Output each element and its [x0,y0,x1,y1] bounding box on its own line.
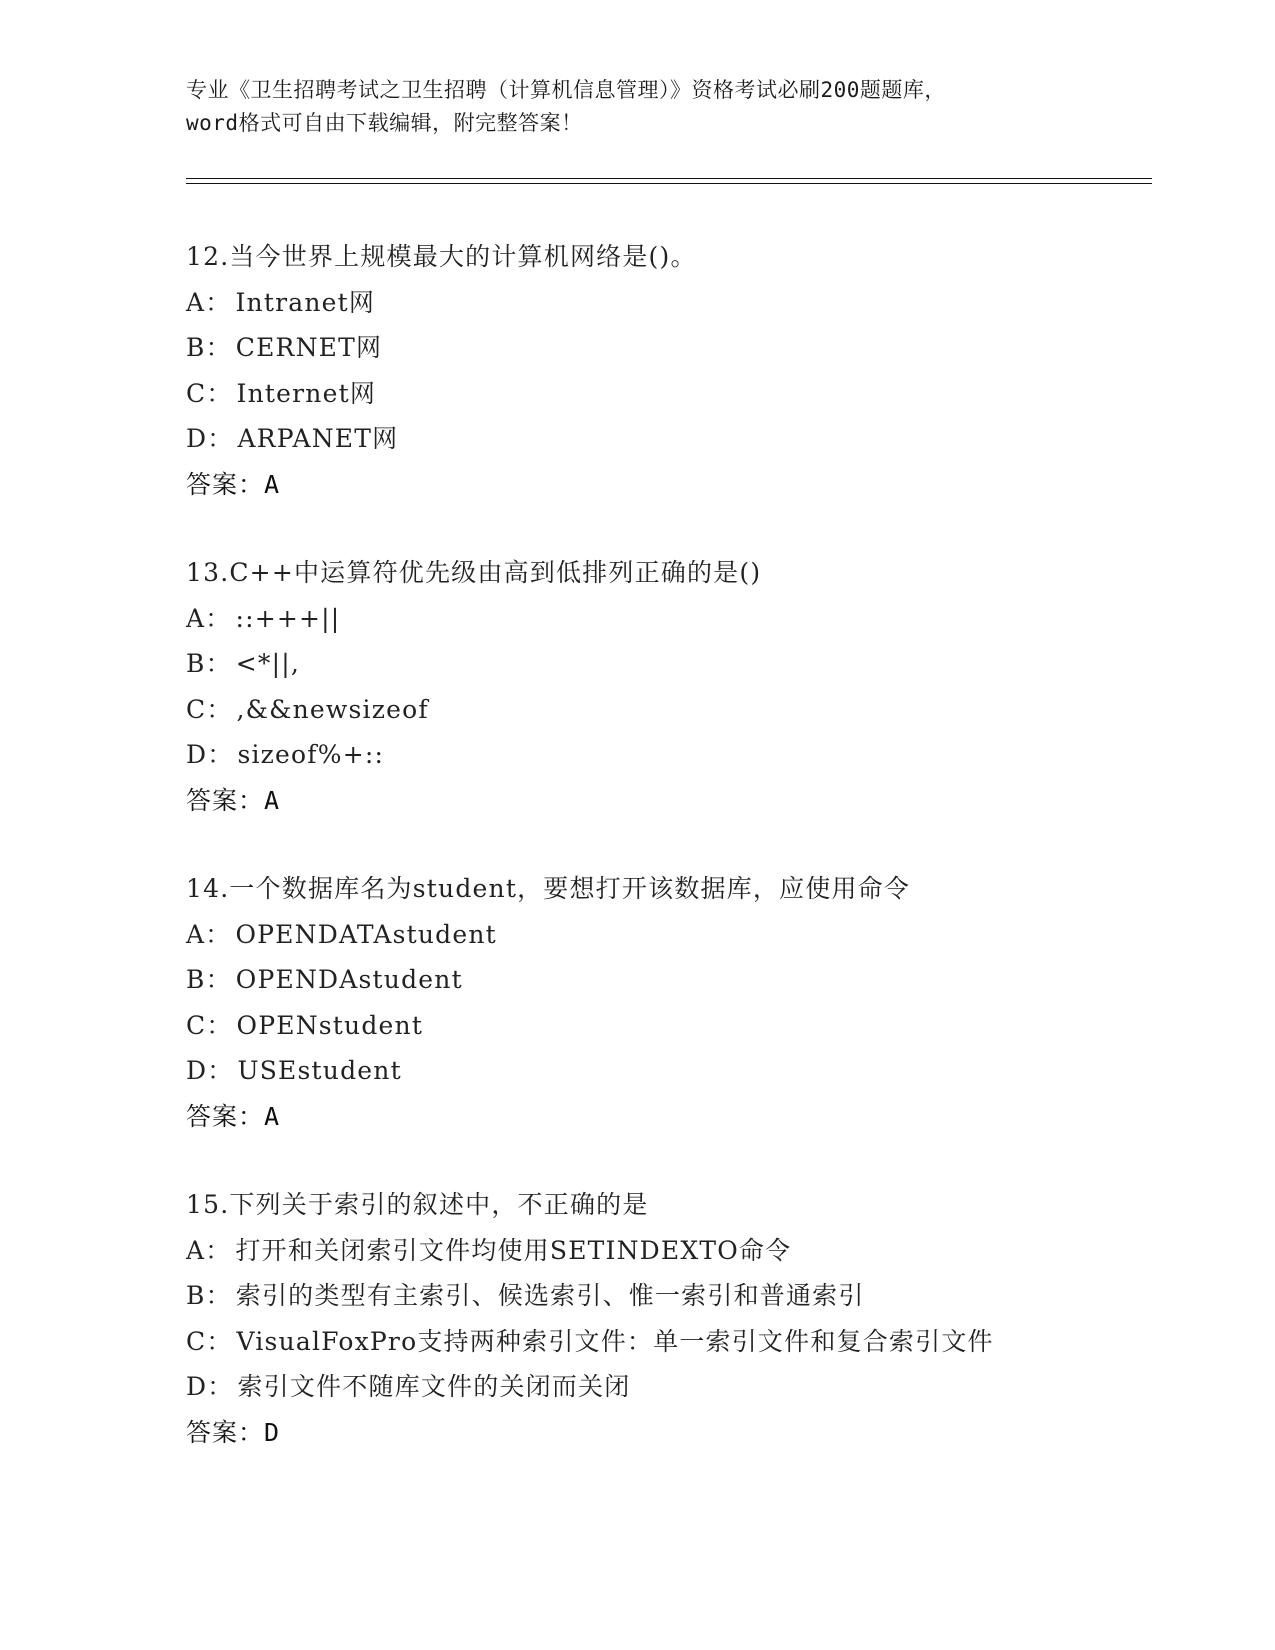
option-d [186,1364,1166,1410]
question-text: 15.下列关于索引的叙述中，不正确的是 [186,1190,649,1219]
document-header [186,74,1146,140]
option-a [186,280,1166,326]
option-text: VisualFoxPro支持两种索引文件：单一索引文件和复合索引文件 [236,1326,994,1356]
answer-line: 答案：A [186,785,281,815]
option-text: OPENDATAstudent [235,919,497,949]
option-c [186,1003,1166,1049]
option-b [186,641,1166,687]
answer-line: 答案：A [186,469,281,499]
question-item [186,234,1166,507]
option-label: D： [186,1056,234,1085]
question-list [186,234,1166,1498]
question-item [186,1182,1166,1455]
option-d [186,416,1166,462]
option-text: Intranet网 [235,287,376,317]
option-b [186,325,1166,371]
header-divider-bottom [186,183,1152,184]
option-label: C： [186,1326,233,1356]
question-text: 13.C++中运算符优先级由高到低排列正确的是() [186,558,762,587]
option-label: A： [186,1235,232,1265]
answer-line: 答案：A [186,1101,281,1131]
option-label: B： [186,1281,232,1310]
option-label: A： [186,919,232,949]
header-line-1: 专业《卫生招聘考试之卫生招聘（计算机信息管理）》资格考试必刷200题题库， [186,78,946,102]
option-label: B： [186,965,232,994]
option-d [186,732,1166,778]
option-text: OPENDAstudent [235,965,463,994]
option-label: C： [186,1010,233,1040]
option-label: A： [186,603,232,633]
question-text: 14.一个数据库名为student，要想打开该数据库，应使用命令 [186,874,911,903]
option-label: A： [186,287,232,317]
option-c [186,1319,1166,1365]
option-c [186,687,1166,733]
option-d [186,1048,1166,1094]
option-label: B： [186,333,232,362]
option-label: D： [186,424,234,453]
option-text: 索引文件不随库文件的关闭而关闭 [237,1372,631,1401]
question-text: 12.当今世界上规模最大的计算机网络是()。 [186,242,697,271]
option-text: sizeof%+:: [237,740,385,769]
option-c [186,371,1166,417]
option-text: Internet网 [236,378,377,408]
option-text: 打开和关闭索引文件均使用SETINDEXTO命令 [235,1235,792,1265]
option-a [186,596,1166,642]
option-label: C： [186,378,233,408]
option-text: USEstudent [237,1056,402,1085]
option-b [186,957,1166,1003]
question-item [186,866,1166,1139]
option-text: OPENstudent [236,1010,424,1040]
header-divider-top [186,178,1152,179]
option-text: ::+++|| [235,603,341,633]
option-a [186,1228,1166,1274]
option-a [186,912,1166,958]
option-label: D： [186,1372,234,1401]
option-text: ,&&newsizeof [236,694,429,724]
option-b [186,1273,1166,1319]
option-text: 索引的类型有主索引、候选索引、惟一索引和普通索引 [235,1281,865,1310]
question-item [186,550,1166,823]
answer-line: 答案：D [186,1417,281,1447]
option-text: CERNET网 [235,333,383,362]
option-label: C： [186,694,233,724]
option-text: <*||, [235,649,301,678]
option-label: B： [186,649,232,678]
option-text: ARPANET网 [237,424,399,453]
header-line-2: word格式可自由下载编辑，附完整答案！ [186,111,583,135]
option-label: D： [186,740,234,769]
